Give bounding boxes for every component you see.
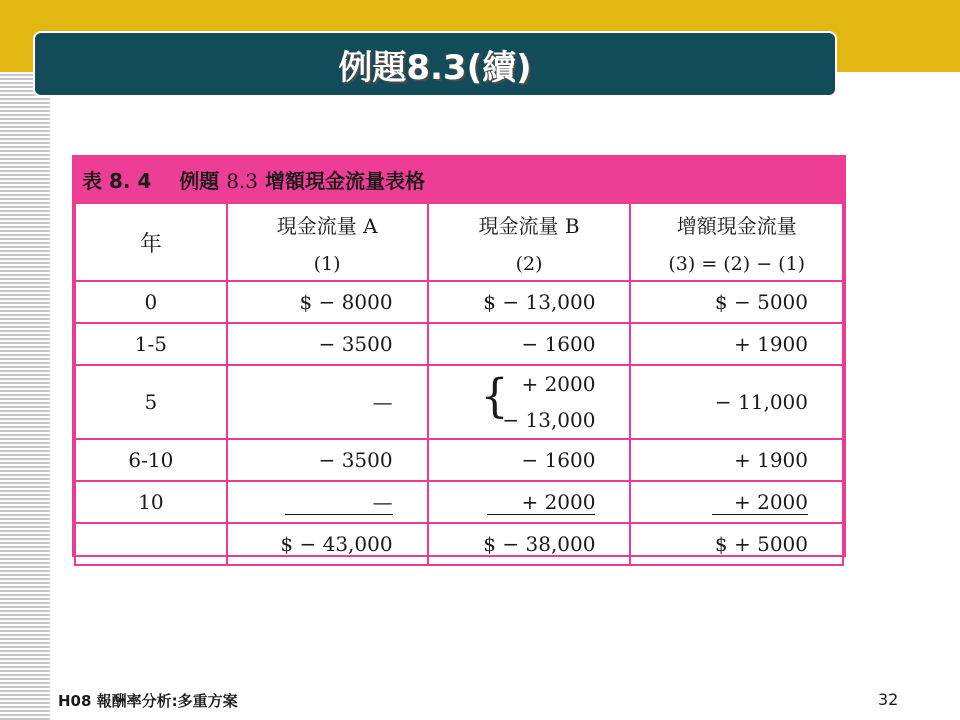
cash-flow-a-cell: — [227, 365, 428, 439]
footer-course-title: H08 報酬率分析:多重方案 [58, 692, 238, 710]
cash-flow-b-top: + 2000 [521, 372, 596, 396]
caption-number: 8.3 [226, 169, 258, 193]
cash-flow-a-cell [227, 481, 428, 523]
cash-flow-grid [74, 202, 844, 566]
title-bar [33, 31, 837, 97]
header-row [75, 203, 843, 281]
cash-flow-a-cell: $ − 8000 [227, 281, 428, 323]
slide-title: 例題8.3(續) [338, 47, 532, 88]
incremental-cell: − 11,000 [630, 365, 843, 439]
total-b-cell: $ − 38,000 [428, 523, 631, 565]
cash-flow-a-cell: − 3500 [227, 439, 428, 481]
header-cash-flow-a: 現金流量 A (1) [227, 203, 428, 281]
incremental-cell: $ − 5000 [630, 281, 843, 323]
cash-flow-a-value: — [285, 490, 393, 515]
table-row [75, 281, 843, 323]
caption-example: 例題 [179, 169, 220, 193]
caption-title: 增額現金流量表格 [264, 169, 425, 193]
cash-flow-b-cell [428, 481, 631, 523]
incremental-cell: + 1900 [630, 439, 843, 481]
cash-flow-a-cell: − 3500 [227, 323, 428, 365]
incremental-value: + 2000 [712, 490, 808, 515]
cash-flow-table [72, 155, 846, 557]
table-row [75, 439, 843, 481]
page-number: 32 [878, 690, 899, 709]
year-cell: 6-10 [75, 439, 227, 481]
cash-flow-b-cell [428, 365, 631, 439]
year-cell: 5 [75, 365, 227, 439]
cash-flow-b-cell: − 1600 [428, 323, 631, 365]
year-cell-empty [75, 523, 227, 565]
year-cell: 10 [75, 481, 227, 523]
incremental-cell: + 1900 [630, 323, 843, 365]
total-a-cell: $ − 43,000 [227, 523, 428, 565]
brace-icon: { [480, 369, 509, 424]
totals-row [75, 523, 843, 565]
incremental-cell [630, 481, 843, 523]
table-caption [74, 157, 844, 202]
header-incremental-cash-flow: 增額現金流量 (3) = (2) − (1) [630, 203, 843, 281]
total-incremental-cell: $ + 5000 [630, 523, 843, 565]
cash-flow-b-value: + 2000 [487, 490, 595, 515]
header-year: 年 [75, 203, 227, 281]
table-row [75, 365, 843, 439]
left-stripe-decoration [0, 72, 50, 720]
header-cash-flow-b: 現金流量 B (2) [428, 203, 631, 281]
cash-flow-b-bottom: − 13,000 [502, 408, 596, 432]
cash-flow-b-cell: $ − 13,000 [428, 281, 631, 323]
cash-flow-b-cell: − 1600 [428, 439, 631, 481]
year-cell: 1-5 [75, 323, 227, 365]
caption-label: 表 8. 4 [82, 169, 152, 193]
table-row [75, 481, 843, 523]
year-cell: 0 [75, 281, 227, 323]
table-row [75, 323, 843, 365]
